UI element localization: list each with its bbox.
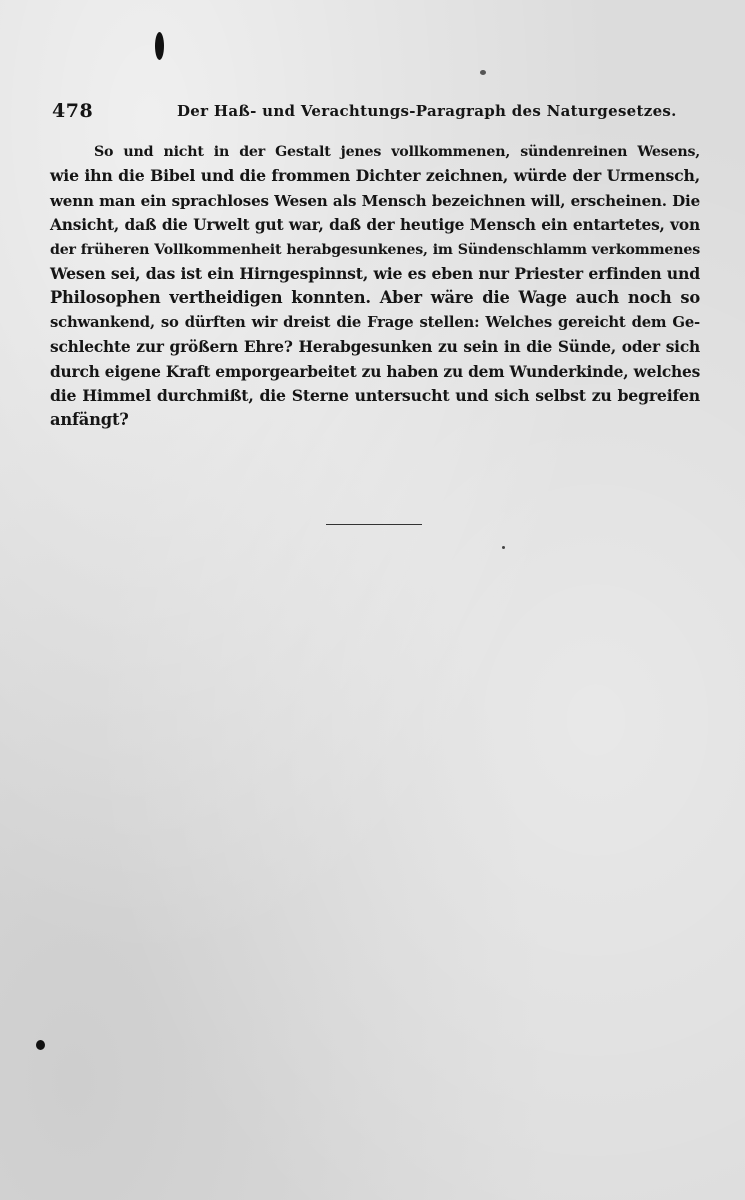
text-line: schwankend, so dürften wir dreist die Frage stellen: Welches gereicht dem Ge- <box>50 313 700 331</box>
ink-speck <box>36 1040 45 1050</box>
page-number: 478 <box>52 100 94 122</box>
text-line: So und nicht in der Gestalt jenes vollkommenen, sündenreinen Wesens, <box>94 144 700 160</box>
text-line: der früheren Vollkommenheit herabgesunkenes, im Sündenschlamm verkommenes <box>50 241 700 258</box>
text-line: wie ihn die Bibel und die frommen Dichter zeichnen, würde der Urmensch, <box>50 166 700 186</box>
paragraph <box>50 140 700 433</box>
ink-speck <box>480 70 486 75</box>
page-header <box>52 100 702 126</box>
text-line: Ansicht, daß die Urwelt gut war, daß der heutige Mensch ein entartetes, von <box>50 216 700 235</box>
text-line: wenn man ein sprachloses Wesen als Mensch bezeichnen will, erscheinen. Die <box>50 191 700 210</box>
text-line: Philosophen vertheidigen konnten. Aber wäre die Wage auch noch so <box>50 288 700 308</box>
text-line: schlechte zur größern Ehre? Herabgesunken zu sein in die Sünde, oder sich <box>50 338 700 357</box>
ink-blot <box>155 32 164 60</box>
text-line: Wesen sei, das ist ein Hirngespinnst, wie es eben nur Priester erfinden und <box>50 263 700 283</box>
text-line: durch eigene Kraft emporgearbeitet zu haben zu dem Wunderkinde, welches <box>50 362 701 381</box>
text-line: die Himmel durchmißt, die Sterne untersucht und sich selbst zu begreifen <box>50 385 700 405</box>
text-line: anfängt? <box>50 410 129 430</box>
running-title: Der Haß- und Verachtungs-Paragraph des Naturgesetzes. <box>177 102 677 120</box>
section-end-rule <box>326 524 422 525</box>
ink-speck <box>502 546 505 549</box>
